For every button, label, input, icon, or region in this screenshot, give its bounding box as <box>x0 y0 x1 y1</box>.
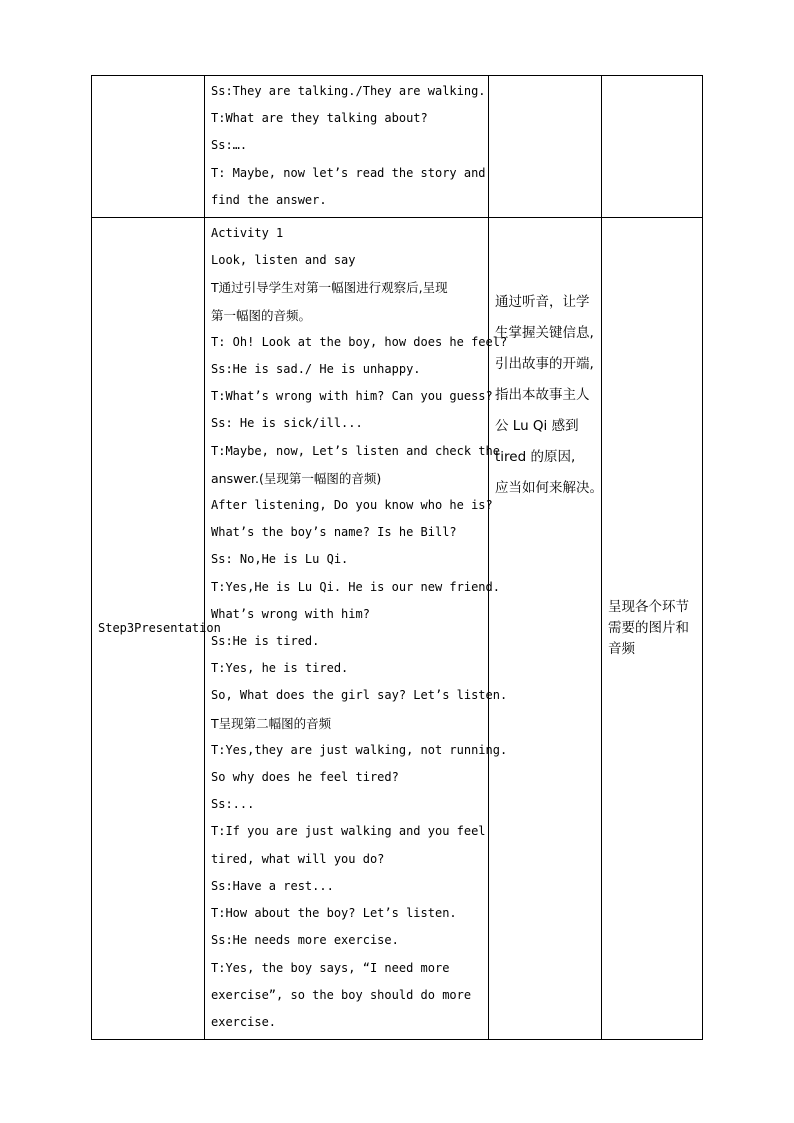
media-line: 需要的图片和 <box>608 620 689 637</box>
purpose-line: 应当如何来解决。 <box>495 480 603 497</box>
step-label <box>92 618 221 639</box>
dialog-line: What’s wrong with him? <box>211 606 370 621</box>
purpose-line: 通过听音，让学 <box>495 294 590 311</box>
dialog-line: Ss:He is sad./ He is unhappy. <box>211 362 421 377</box>
dialog-line: T: Maybe, now let’s read the story and <box>211 165 486 180</box>
purpose-line: 公 Lu Qi 感到 <box>495 418 579 435</box>
dialog-line: So, What does the girl say? Let’s listen. <box>211 688 508 703</box>
dialog-line: Ss:He is tired. <box>211 634 320 649</box>
dialog-line: After listening, Do you know who he is? <box>211 498 493 513</box>
media-cell-empty <box>602 76 703 218</box>
step-cell <box>92 218 221 1040</box>
purpose-line: tired 的原因, <box>495 449 576 466</box>
dialog-line: answer.(呈现第一幅图的音频) <box>211 470 382 486</box>
dialog-line: 第一幅图的音频。 <box>211 307 312 323</box>
media-text <box>602 597 702 660</box>
purpose-cell-empty <box>489 76 602 218</box>
lesson-plan-table <box>91 75 703 1040</box>
dialog-line: tired, what will you do? <box>211 851 385 866</box>
dialog-line: T:How about the boy? Let’s listen. <box>211 906 457 921</box>
media-line: 呈现各个环节 <box>608 599 689 616</box>
dialog-line: Ss:... <box>211 797 255 812</box>
purpose-text <box>489 218 601 504</box>
dialog-line: Ss: No,He is Lu Qi. <box>211 552 349 567</box>
step-label-line: Presentation <box>134 621 221 636</box>
dialog-line: Ss:Have a rest... <box>211 878 334 893</box>
dialog-line: T:Maybe, now, Let’s listen and check the <box>211 443 500 458</box>
dialog-line: T:If you are just walking and you feel <box>211 824 486 839</box>
step-label-line: Step3 <box>98 621 135 636</box>
dialog-line: T:What’s wrong with him? Can you guess? <box>211 389 493 404</box>
dialog-line: What’s the boy’s name? Is he Bill? <box>211 525 457 540</box>
dialog-cell <box>205 76 489 218</box>
dialog-line: find the answer. <box>211 192 327 207</box>
purpose-line: 生掌握关键信息, <box>495 325 594 342</box>
table-row <box>92 218 703 1040</box>
media-cell <box>602 218 703 1040</box>
dialog-line: Look, listen and say <box>211 253 356 268</box>
step-cell-empty <box>92 76 205 218</box>
dialog-line: Ss:They are talking./They are walking. <box>211 84 486 98</box>
dialog-line: Ss:He needs more exercise. <box>211 933 399 948</box>
dialog-line: T:Yes,they are just walking, not running. <box>211 742 508 757</box>
dialog-line: exercise”, so the boy should do more <box>211 987 472 1002</box>
dialog-line: T呈现第二幅图的音频 <box>211 715 332 731</box>
dialog-line: Ss:…. <box>211 138 248 153</box>
dialog-line: T:What are they talking about? <box>211 111 428 126</box>
dialog-text <box>205 218 508 1039</box>
dialog-line: T: Oh! Look at the boy, how does he feel? <box>211 334 508 349</box>
dialog-line: T:Yes, he is tired. <box>211 661 349 676</box>
dialog-text <box>205 76 488 217</box>
purpose-line: 指出本故事主人 <box>495 387 590 404</box>
dialog-line: T通过引导学生对第一幅图进行观察后,呈现 <box>211 280 448 296</box>
dialog-line: T:Yes, the boy says, “I need more <box>211 960 450 975</box>
dialog-line: So why does he feel tired? <box>211 770 399 785</box>
dialog-line: exercise. <box>211 1014 277 1029</box>
dialog-line: Activity 1 <box>211 226 284 241</box>
purpose-line: 引出故事的开端, <box>495 356 594 373</box>
media-line: 音频 <box>608 641 635 658</box>
dialog-line: Ss: He is sick/ill... <box>211 416 363 431</box>
dialog-cell <box>205 218 508 1040</box>
purpose-cell <box>489 218 602 1040</box>
table-row <box>92 76 703 218</box>
dialog-line: T:Yes,He is Lu Qi. He is our new friend. <box>211 579 500 594</box>
